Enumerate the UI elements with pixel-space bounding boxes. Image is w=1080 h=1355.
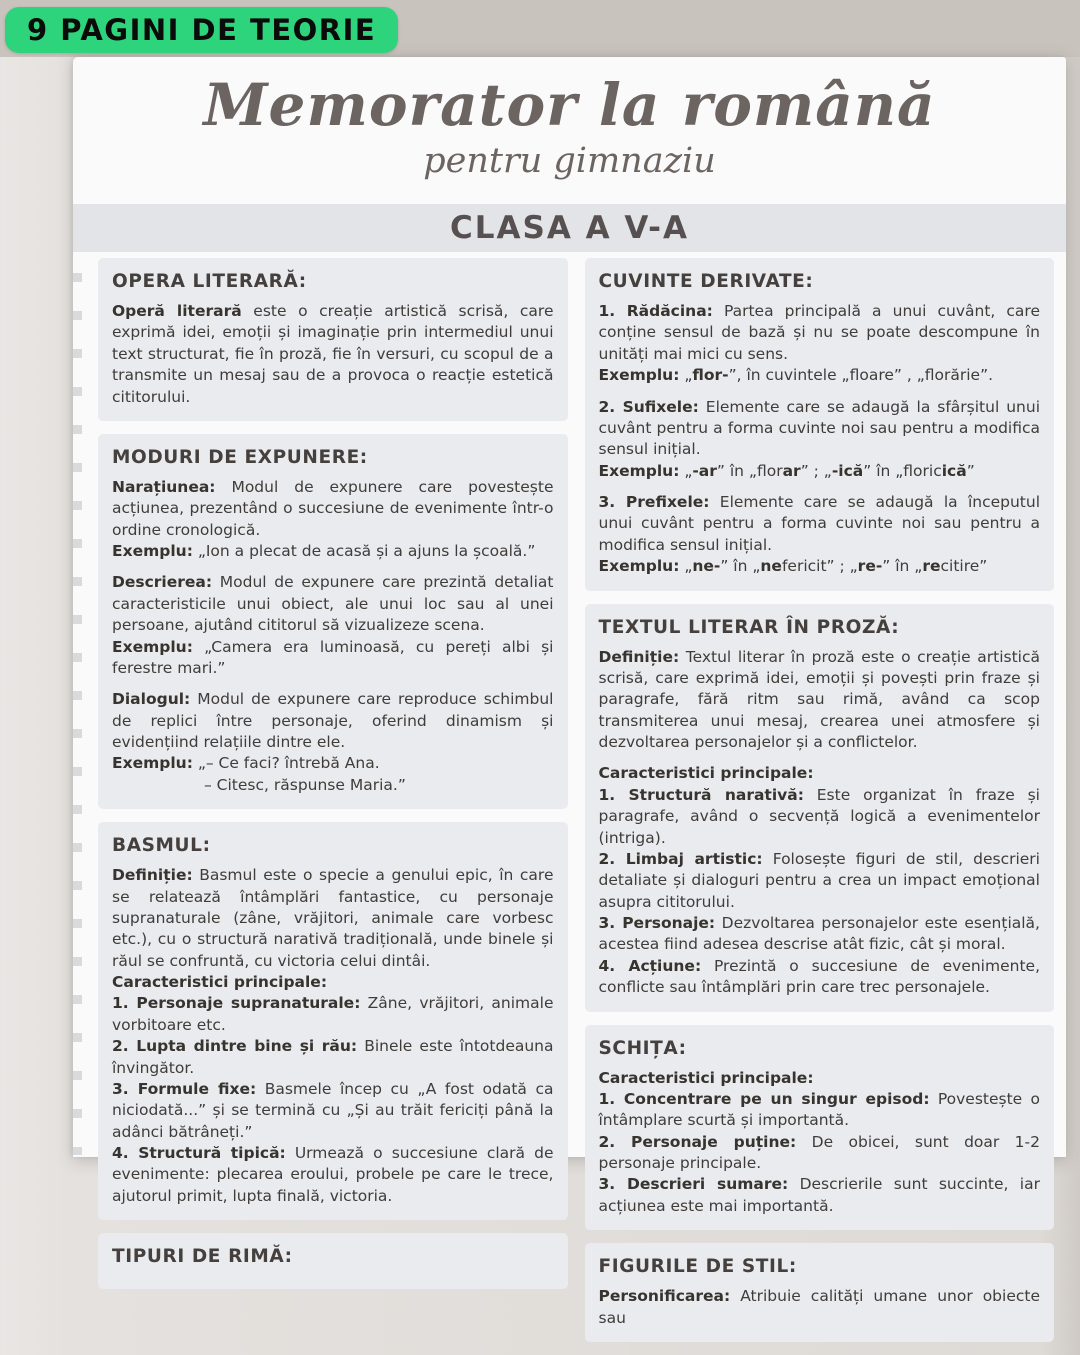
section-card xyxy=(585,1025,1055,1231)
section-paragraph: Exemplu: „ne-” în „nefericit” ; „re-” în „recitire” xyxy=(598,557,988,576)
section-card xyxy=(98,822,568,1220)
section-paragraph: Exemplu: „Camera era luminoasă, cu pereți albi și ferestre mari.” xyxy=(112,637,554,677)
section-paragraph: 1. Rădăcina: Partea principală a unui cuvânt, care conține sensul de bază și nu se poate descompune în unități mai mici cu sens. xyxy=(598,302,1041,363)
section-card xyxy=(98,258,568,421)
theory-badge-label: 9 PAGINI DE TEORIE xyxy=(27,13,377,47)
section-paragraph: 4. Acțiune: Prezintă o succesiune de evenimente, conflicte sau întâmplări prin care trec personajele. xyxy=(598,956,1040,997)
section-heading: OPERA LITERARĂ: xyxy=(112,271,307,292)
section-card xyxy=(98,434,568,809)
column-right xyxy=(585,258,1055,1355)
section-heading: TEXTUL LITERAR ÎN PROZĂ: xyxy=(598,616,900,638)
section-heading: FIGURILE DE STIL: xyxy=(598,1256,797,1278)
section-card xyxy=(585,258,1055,591)
section-paragraph: 1. Personaje supranaturale: Zâne, vrăjitori, animale vorbitoare etc. xyxy=(112,994,554,1034)
section-paragraph: Exemplu: „Ion a plecat de acasă și a ajuns la școală.” xyxy=(112,542,536,560)
section-paragraph: 3. Descrieri sumare: Descrierile sunt succinte, iar acțiunea este mai importantă. xyxy=(598,1175,1040,1215)
section-paragraph: Definiție: Basmul este o specie a genului epic, în care se relatează întâmplări fantastice, cu personaje supranaturale (zâne, vrăjitori, animale care vorbesc etc.), cu o structură narativă tradițională, unde binele și răul se confruntă, cu victoria celui dintâi. xyxy=(112,866,554,970)
section-paragraph: Exemplu: „– Ce faci? întrebă Ana. xyxy=(112,754,380,773)
theory-badge xyxy=(5,7,398,53)
book-page xyxy=(73,57,1066,1327)
section-paragraph: Exemplu: „flor-”, în cuvintele „floare” , „florărie”. xyxy=(598,366,994,385)
section-heading: MODURI DE EXPUNERE: xyxy=(112,446,368,468)
section-heading: BASMUL: xyxy=(112,835,211,857)
class-banner-label: CLASA A V-A xyxy=(450,210,689,246)
section-paragraph: 1. Structură narativă: Este organizat în fraze și paragrafe, având o secvență logică a evenimentelor (intriga). xyxy=(598,785,1040,847)
section-paragraph: 2. Personaje puține: De obicei, sunt doar 1-2 personaje principale. xyxy=(598,1132,1040,1172)
section-paragraph: 4. Structură tipică: Urmează o succesiune clară de evenimente: plecarea eroului, probele pe care le trece, ajutorul primit, lupta finală, victoria. xyxy=(112,1144,554,1205)
section-paragraph: Definiție: Textul literar în proză este o creație artistică scrisă, care exprimă idei, emoții și povești prin fraze și paragrafe, fără ritm sau rimă, având ca scop transmiterea unui mesaj, crearea unei atmosfere și dezvoltarea personajelor și a conflictelor. xyxy=(598,647,1040,751)
section-heading: CUVINTE DERIVATE: xyxy=(598,271,814,292)
section-paragraph: 2. Limbaj artistic: Folosește figuri de stil, descrieri detaliate și dialoguri pentru a crea un impact emoțional asupra cititorului. xyxy=(598,849,1040,911)
section-paragraph: Caracteristici principale: xyxy=(598,1068,814,1087)
section-paragraph: Operă literară este o creație artistică scrisă, care exprimă idei, emoții și imaginație prin intermediul unui text structurat, fie în proză, fie în versuri, cu scopul de a transmite un mesaj sau de a provoca o reacție estetică cititorului. xyxy=(112,302,554,406)
section-paragraph: Descrierea: Modul de expunere care prezintă detaliat caracteristicile unui obiect, ale unui loc sau al unei persoane, ajutând cititorul să vizualizeze scena. xyxy=(112,573,554,635)
section-card xyxy=(98,1233,568,1289)
section-paragraph: Dialogul: Modul de expunere care reproduce schimbul de replici între personaje, oferind dinamism și evidențiind relațiile dintre ele. xyxy=(112,690,554,751)
page-subtitle: pentru gimnaziu xyxy=(423,141,716,181)
section-paragraph: Caracteristici principale: xyxy=(112,973,328,991)
section-paragraph: 1. Concentrare pe un singur episod: Povestește o întâmplare scurtă și importantă. xyxy=(598,1089,1040,1130)
section-paragraph: 3. Formule fixe: Basmele încep cu „A fost odată ca niciodată...” și se termină cu „Și au trăit fericiți până la adânci bătrâneți.” xyxy=(112,1079,554,1141)
page-title: Memorator la română xyxy=(203,71,936,139)
section-paragraph: Narațiunea: Modul de expunere care povestește acțiunea, prezentând o succesiune de evenimente într-o ordine cronologică. xyxy=(112,477,554,539)
section-card xyxy=(585,1243,1055,1342)
content-columns xyxy=(73,258,1066,1355)
section-paragraph: Personificarea: Atribuie calități umane unor obiecte sau xyxy=(598,1287,1040,1327)
class-banner xyxy=(73,204,1066,252)
section-heading: SCHIȚA: xyxy=(598,1037,687,1059)
section-paragraph: Caracteristici principale: xyxy=(598,764,814,783)
section-paragraph: 3. Personaje: Dezvoltarea personajelor este esențială, acestea fiind adesea descrise atât fizic, cât și moral. xyxy=(598,914,1040,954)
column-left xyxy=(98,258,568,1302)
section-card xyxy=(585,604,1055,1012)
section-paragraph: 3. Prefixele: Elemente care se adaugă la începutul unui cuvânt pentru a forma cuvinte noi sau pentru a modifica sensul inițial. xyxy=(598,493,1040,554)
section-paragraph: 2. Sufixele: Elemente care se adaugă la sfârșitul unui cuvânt pentru a forma cuvinte noi sau pentru a modifica sensul inițial. xyxy=(598,397,1041,459)
section-paragraph: Exemplu: „-ar” în „florar” ; „-ică” în „floricică” xyxy=(598,461,975,480)
section-paragraph: – Citesc, răspunse Maria.” xyxy=(204,775,406,794)
section-heading: TIPURI DE RIMĂ: xyxy=(112,1246,293,1268)
section-paragraph: 2. Lupta dintre bine și rău: Binele este întotdeauna învingător. xyxy=(112,1037,554,1077)
